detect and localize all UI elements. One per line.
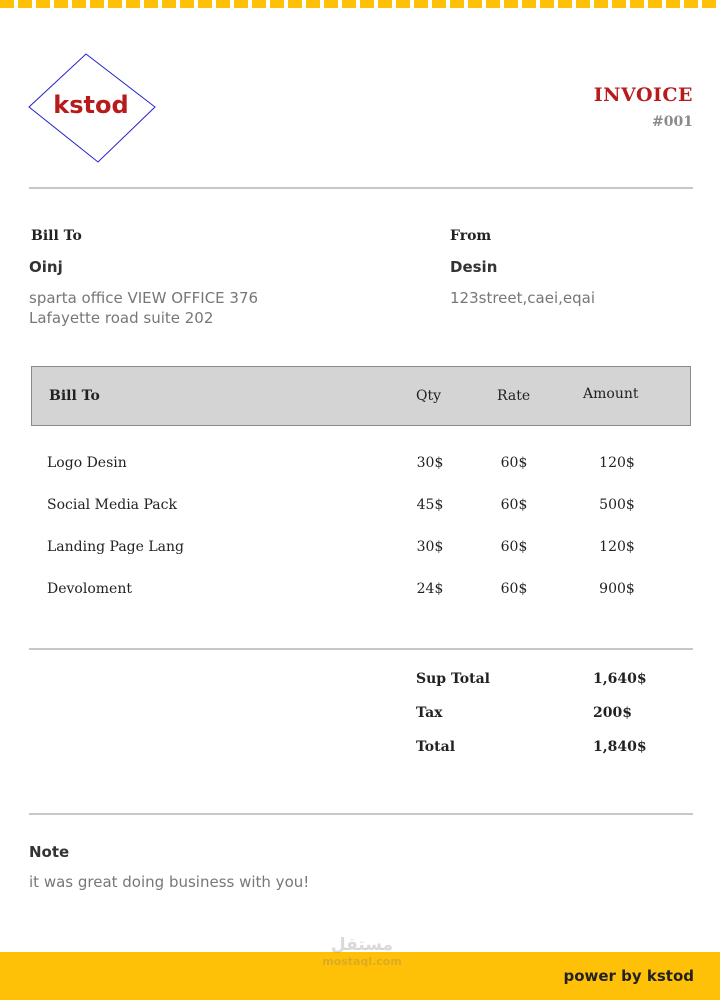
table-row [0,581,720,605]
divider [29,813,693,815]
item-amount: 120$ [599,455,635,471]
top-stripe [0,0,720,8]
item-description: Social Media Pack [47,497,177,513]
invoice-title: INVOICE [593,84,693,106]
bill-to-address-line: Lafayette road suite 202 [29,309,214,327]
table-row [0,539,720,563]
from-section [450,228,595,308]
total-value: 1,840$ [593,739,647,755]
item-amount: 120$ [599,539,635,555]
table-row [0,455,720,479]
column-header-qty: Qty [416,388,442,404]
logo-text: kstod [53,91,129,119]
item-qty: 24$ [416,581,444,597]
bill-to-label: Bill To [31,228,82,244]
from-address: 123street,caei,eqai [450,289,595,307]
from-label: From [450,228,492,244]
divider [29,187,693,189]
tax-value: 200$ [593,705,632,721]
column-header-rate: Rate [497,388,531,404]
bill-to-name: Oinj [29,258,63,276]
item-rate: 60$ [500,539,528,555]
tax-label: Tax [416,705,443,721]
invoice-number: #001 [652,114,693,130]
watermark [318,935,406,969]
divider [29,648,693,650]
watermark-text: مستقل [330,935,394,955]
bill-to-section [31,228,258,328]
item-qty: 30$ [416,455,444,471]
watermark-url: mostaql.com [322,955,402,968]
note-label: Note [29,843,70,861]
subtotal-value: 1,640$ [593,671,647,687]
item-amount: 500$ [599,497,635,513]
item-description: Devoloment [47,581,132,597]
table-header [31,366,691,426]
item-rate: 60$ [500,581,528,597]
item-rate: 60$ [500,497,528,513]
bill-to-address-line: sparta office VIEW OFFICE 376 [29,289,259,307]
item-description: Logo Desin [47,455,127,471]
logo [28,53,158,163]
note-text: it was great doing business with you! [29,873,310,891]
subtotal-label: Sup Total [416,671,490,687]
item-rate: 60$ [500,455,528,471]
item-description: Landing Page Lang [47,539,184,555]
item-amount: 900$ [599,581,635,597]
column-header-amount: Amount [583,386,639,402]
total-label: Total [416,739,456,755]
item-qty: 45$ [416,497,444,513]
column-header-description: Bill To [49,388,100,404]
from-name: Desin [450,258,498,276]
bill-to-address [29,288,258,328]
item-qty: 30$ [416,539,444,555]
table-row [0,497,720,521]
footer-text: power by kstod [563,967,694,985]
